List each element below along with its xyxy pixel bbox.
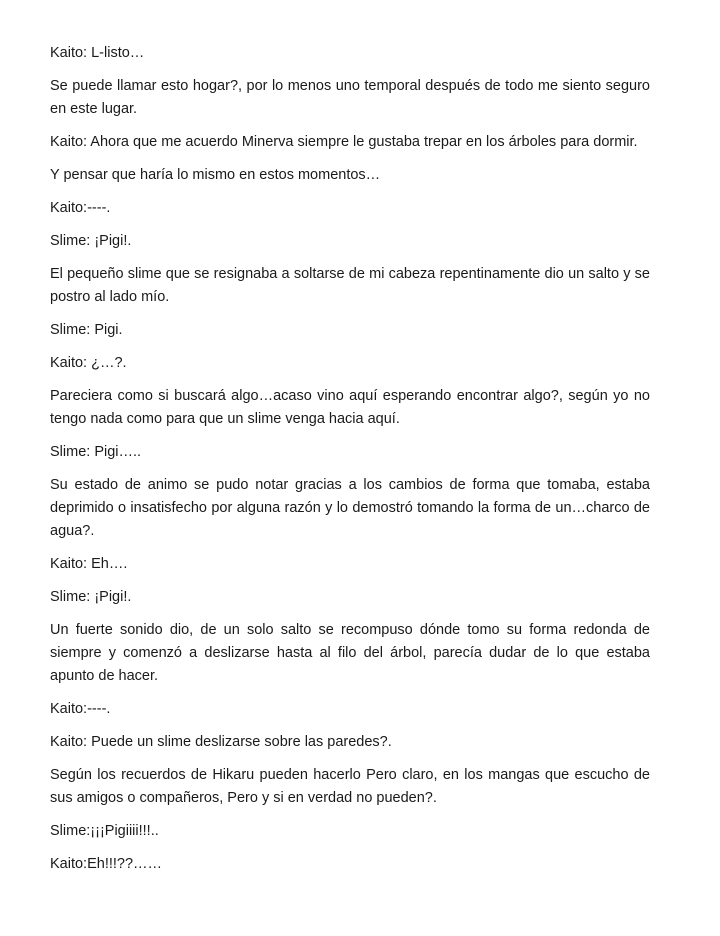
document-page	[50, 42, 650, 886]
paragraph: Kaito: Eh….	[50, 556, 128, 572]
paragraph: Kaito:----.	[50, 200, 111, 216]
paragraph: Pareciera como si buscará algo…acaso vino aquí esperando encontrar algo?, según yo no tengo nada como para que un slime venga hacia aquí.	[50, 388, 650, 427]
paragraph: Kaito:----.	[50, 701, 111, 717]
paragraph: Kaito: Ahora que me acuerdo Minerva siempre le gustaba trepar en los árboles para dormir.	[50, 134, 638, 150]
paragraph: Slime: Pigi.	[50, 322, 123, 338]
paragraph: Kaito: L-listo…	[50, 45, 145, 61]
paragraph: El pequeño slime que se resignaba a soltarse de mi cabeza repentinamente dio un salto y se postro al lado mío.	[50, 266, 650, 305]
paragraph: Kaito: ¿…?.	[50, 355, 127, 371]
paragraph: Según los recuerdos de Hikaru pueden hacerlo Pero claro, en los mangas que escucho de sus amigos o compañeros, Pero y si en verdad no pueden?.	[50, 767, 650, 806]
paragraph: Su estado de animo se pudo notar gracias a los cambios de forma que tomaba, estaba deprimido o insatisfecho por alguna razón y lo demostró tomando la forma de un…charco de agua?.	[50, 477, 650, 539]
paragraph: Un fuerte sonido dio, de un solo salto se recompuso dónde tomo su forma redonda de siempre y comenzó a deslizarse hasta al filo del árbol, parecía dudar de lo que estaba apunto de hacer.	[50, 622, 650, 684]
paragraph: Slime: ¡Pigi!.	[50, 233, 132, 249]
paragraph: Y pensar que haría lo mismo en estos momentos…	[50, 167, 381, 183]
paragraph: Slime:¡¡¡Pigiiii!!!..	[50, 823, 159, 839]
paragraph: Slime: ¡Pigi!.	[50, 589, 132, 605]
paragraph: Kaito: Puede un slime deslizarse sobre las paredes?.	[50, 734, 392, 750]
paragraph: Slime: Pigi…..	[50, 444, 142, 460]
paragraph: Se puede llamar esto hogar?, por lo menos uno temporal después de todo me siento seguro en este lugar.	[50, 78, 650, 117]
paragraph: Kaito:Eh!!!??……	[50, 856, 163, 872]
